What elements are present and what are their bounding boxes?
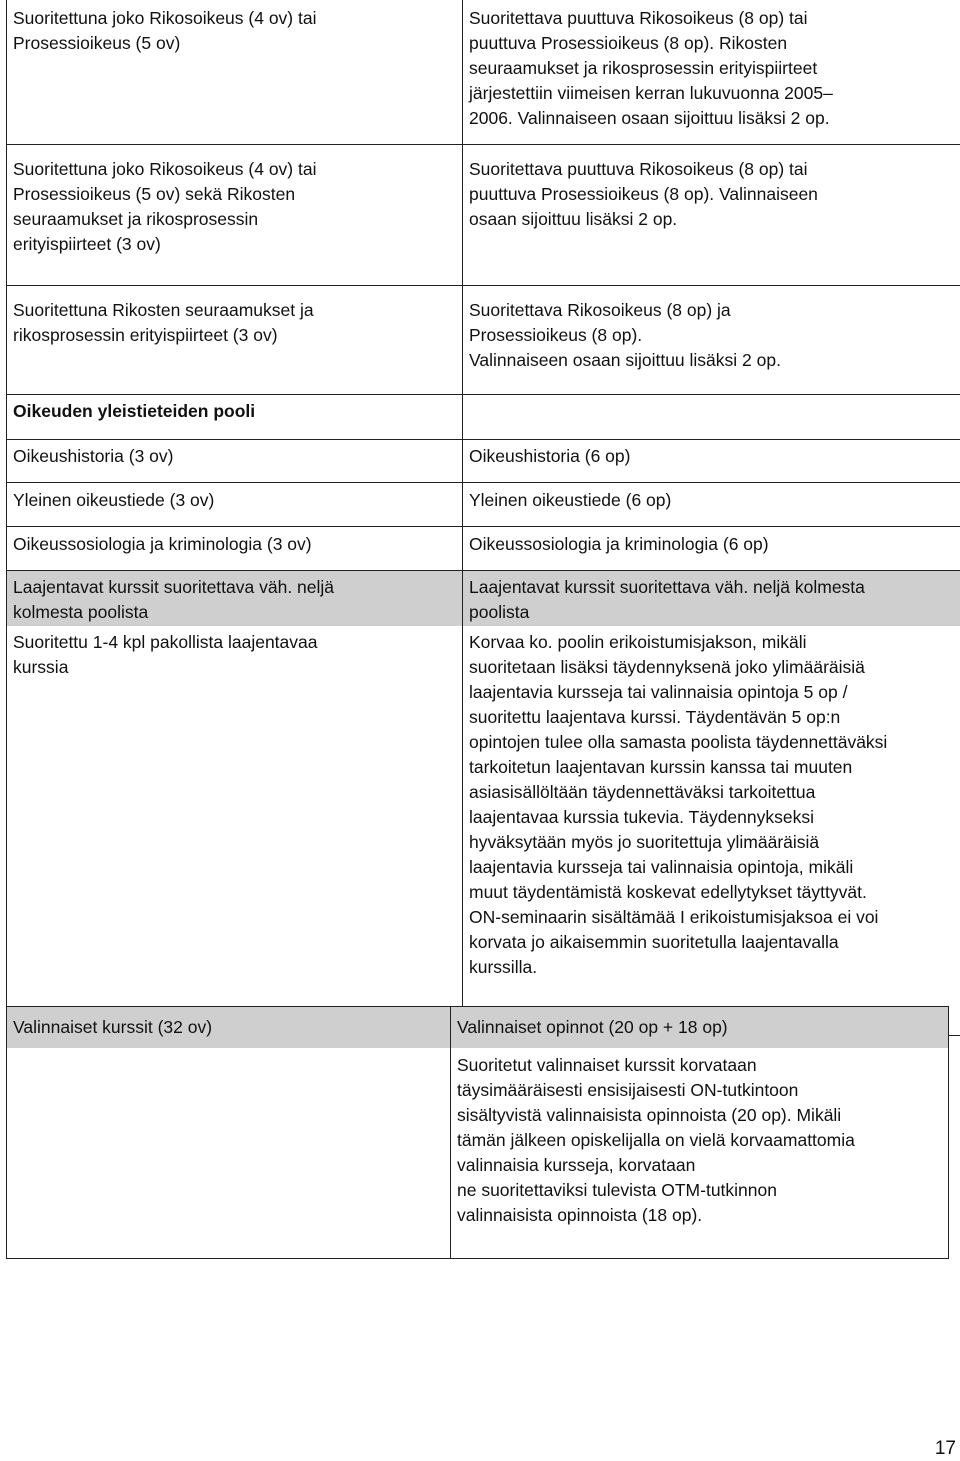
table-row: [7, 0, 960, 145]
old-course-text: Oikeushistoria (3 ov): [13, 444, 456, 469]
new-degree-cell: [463, 0, 960, 145]
table-row: [7, 440, 960, 483]
old-degree-cell: [7, 286, 463, 395]
new-electives-header-cell: [451, 1007, 949, 1050]
new-course-cell: [463, 440, 960, 483]
old-electives-header: Valinnaiset kurssit (32 ov): [13, 1015, 444, 1040]
old-course-text: Oikeussosiologia ja kriminologia (3 ov): [13, 532, 456, 557]
new-degree-text: Suoritettava puuttuva Rikosoikeus (8 op) tai puuttuva Prosessioikeus (8 op). Valinnaiseen osaan sijoittuu lisäksi 2 op.: [469, 157, 960, 232]
old-course-cell: [7, 483, 463, 527]
old-course-cell: [7, 440, 463, 483]
extended-courses-header-row: [7, 571, 960, 627]
empty-cell: [463, 395, 960, 440]
old-course-text: Yleinen oikeustiede (3 ov): [13, 488, 456, 513]
old-degree-text: Suoritettuna joko Rikosoikeus (4 ov) tai Prosessioikeus (5 ov) sekä Rikosten seuraamukset ja rikosprosessin erityispiirteet (3 ov): [13, 157, 456, 257]
old-electives-header-cell: [7, 1007, 451, 1050]
new-degree-text: Suoritettava Rikosoikeus (8 op) ja Prosessioikeus (8 op). Valinnaiseen osaan sijoittuu lisäksi 2 op.: [469, 298, 960, 373]
new-extended-header: Laajentavat kurssit suoritettava väh. neljä kolmesta poolista: [469, 575, 960, 625]
new-course-text: Yleinen oikeustiede (6 op): [469, 488, 960, 513]
old-extended-body-cell: [7, 626, 463, 1036]
new-electives-header: Valinnaiset opinnot (20 op + 18 op): [457, 1015, 942, 1040]
table-row: [7, 145, 960, 286]
electives-header-row: [7, 1007, 949, 1050]
table-row: [7, 286, 960, 395]
table-row: [7, 483, 960, 527]
old-degree-text: Suoritettuna joko Rikosoikeus (4 ov) tai Prosessioikeus (5 ov): [13, 6, 456, 56]
new-course-cell: [463, 527, 960, 571]
page-number: 17: [935, 1436, 956, 1461]
table-row: [7, 527, 960, 571]
new-extended-body-cell: [463, 626, 960, 1036]
old-extended-body: Suoritettu 1-4 kpl pakollista laajentavaa kurssia: [13, 630, 456, 680]
old-degree-text: Suoritettuna Rikosten seuraamukset ja rikosprosessin erityispiirteet (3 ov): [13, 298, 456, 348]
old-extended-header-cell: [7, 571, 463, 627]
new-electives-body: Suoritetut valinnaiset kurssit korvataan täysimääräisesti ensisijaisesti ON-tutkintoon sisältyvistä valinnaisista opinnoista (20 op). Mikäli tämän jälkeen opiskelijalla on vielä korvaamattomia valinnaisia kursseja, korvataan ne suoritettaviksi tulevista OTM-tutkinnon valinnaisista opinnoista (18 op).: [457, 1053, 942, 1228]
equivalence-table: [6, 0, 960, 1036]
old-degree-cell: [7, 0, 463, 145]
empty-cell: [7, 1049, 451, 1259]
section-heading: Oikeuden yleistieteiden pooli: [13, 399, 456, 424]
section-heading-row: [7, 395, 960, 440]
new-extended-body: Korvaa ko. poolin erikoistumisjakson, mikäli suoritetaan lisäksi täydennyksenä joko ylimääräisiä laajentavia kursseja tai valinnaisia opintoja 5 op / suoritettu laajentava kurssi. Täydentävän 5 op:n opintojen tulee olla samasta poolista täydennettäväksi tarkoitetun laajentavan kurssin kanssa tai muuten asiasisällöltään täydennettäväksi tarkoitettua laajentavaa kurssia tukevia. Täydennykseksi hyväksytään myös jo suoritettuja ylimääräisiä laajentavia kursseja tai valinnaisia opintoja, mikäli muut täydentämistä koskevat edellytykset täyttyvät. ON-seminaarin sisältämää I erikoistumisjaksoa ei voi korvata jo aikaisemmin suoritetulla laajentavalla kurssilla.: [469, 630, 960, 980]
new-degree-cell: [463, 145, 960, 286]
new-course-text: Oikeushistoria (6 op): [469, 444, 960, 469]
extended-courses-body-row: [7, 626, 960, 1036]
new-course-cell: [463, 483, 960, 527]
electives-table: [6, 1006, 949, 1259]
old-extended-header: Laajentavat kurssit suoritettava väh. neljä kolmesta poolista: [13, 575, 456, 625]
new-degree-text: Suoritettava puuttuva Rikosoikeus (8 op) tai puuttuva Prosessioikeus (8 op). Rikosten seuraamukset ja rikosprosessin erityispiirteet järjestettiin viimeisen kerran lukuvuonna 2005– 2006. Valinnaiseen osaan sijoittuu lisäksi 2 op.: [469, 6, 960, 131]
new-course-text: Oikeussosiologia ja kriminologia (6 op): [469, 532, 960, 557]
old-degree-cell: [7, 145, 463, 286]
section-heading-cell: [7, 395, 463, 440]
new-electives-body-cell: [451, 1049, 949, 1259]
old-course-cell: [7, 527, 463, 571]
new-degree-cell: [463, 286, 960, 395]
new-extended-header-cell: [463, 571, 960, 627]
electives-body-row: [7, 1049, 949, 1259]
